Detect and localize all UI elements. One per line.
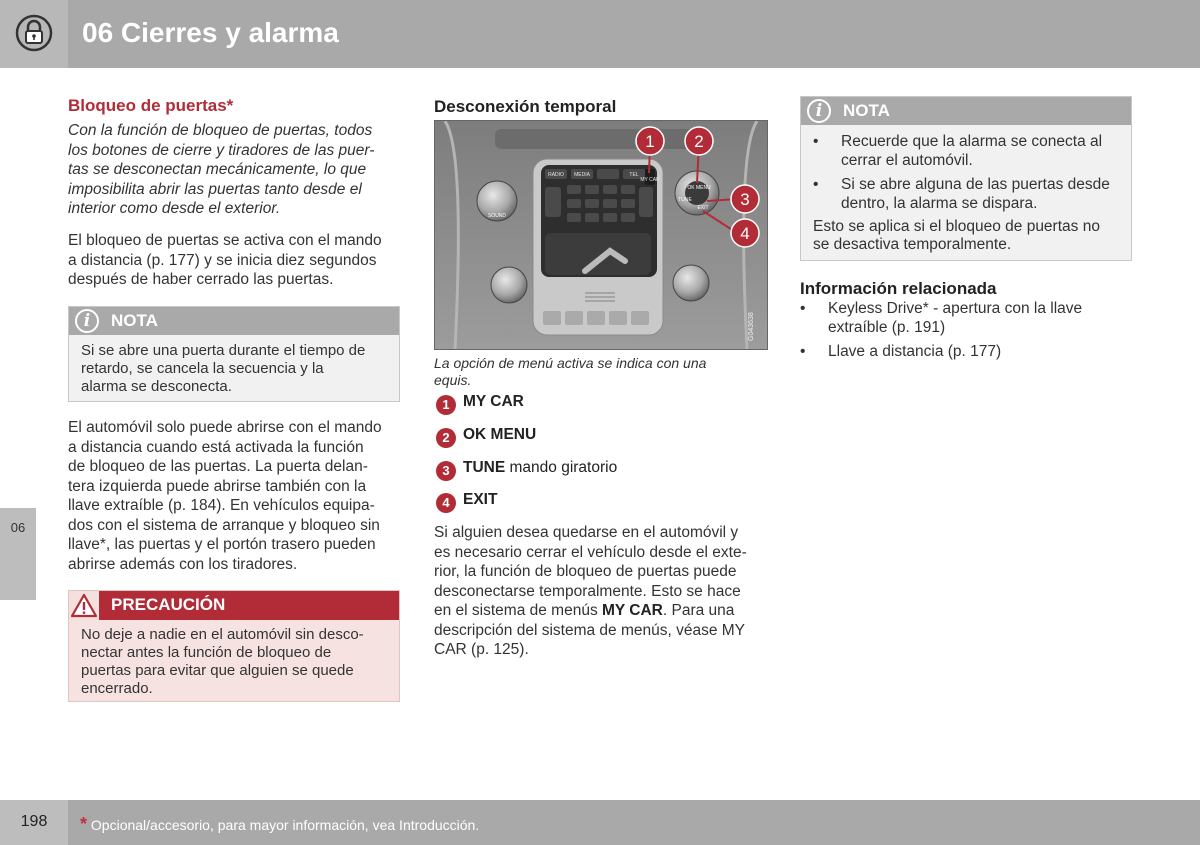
figure-callout-3: 3	[740, 190, 750, 209]
note-bullet: • Si se abre alguna de las puertas desde dentro, la alarma se dispara.	[813, 176, 1110, 212]
figure-label-tune: TUNE	[678, 197, 692, 203]
note-title: NOTA	[843, 101, 890, 120]
section-title-door-lock: Bloqueo de puertas*	[68, 96, 234, 115]
center-console-illustration	[435, 121, 767, 349]
temporary-disconnect-paragraph: Si alguien desea quedarse en el automóvil y es necesario cerrar el vehículo desde el exte- rior, la función de bloqueo de puertas puede desconectarse temporalmente. Esto se hace en el sistema de menús MY CAR. Para una descripción del sistema de menús, véase MY CAR (p. 125).	[434, 524, 747, 658]
legend-badge: 3	[436, 461, 456, 481]
note-box-delay	[68, 306, 400, 402]
info-icon: i	[75, 309, 99, 333]
legend-badge: 1	[436, 395, 456, 415]
related-link-keyless-drive[interactable]: • Keyless Drive* - apertura con la llave extraíble (p. 191)	[800, 300, 1083, 336]
page-number: 198	[20, 813, 48, 830]
info-icon: i	[807, 99, 831, 123]
warning-triangle-icon	[69, 591, 99, 620]
footnote-text: Opcional/accesorio, para mayor información, vea Introducción.	[90, 817, 480, 833]
figure-callout-4: 4	[740, 224, 750, 243]
figure-label-radio: RADIO	[548, 172, 564, 178]
warning-box	[68, 590, 400, 702]
remote-open-paragraph: El automóvil solo puede abrirse con el mando a distancia cuando está activada la función de bloqueo de las puertas. La puerta delan- tera izquierda puede abrirse también con la llave extraíble (p. 184). En vehículos equipa- dos con el sistema de arranque y bloqueo sin llave*, las puertas y el portón trasero pueden abrirse además con los tiradores.	[68, 419, 382, 573]
center-console-figure	[434, 120, 768, 350]
legend-badge: 4	[436, 493, 456, 513]
note-bullet: • Recuerde que la alarma se conecta al cerrar el automóvil.	[813, 133, 1103, 169]
side-tab-label: 06	[10, 520, 26, 535]
note-footer-text: Esto se aplica si el bloqueo de puertas no se desactiva temporalmente.	[813, 218, 1100, 253]
page-number-box	[0, 800, 68, 845]
figure-label-my-car: MY CAR	[640, 177, 660, 183]
page-header	[0, 0, 1200, 68]
warning-header	[69, 591, 399, 620]
figure-callout-2: 2	[694, 132, 704, 151]
figure-label-sound: SOUND	[487, 213, 507, 219]
legend-badge: 2	[436, 428, 456, 448]
chapter-side-tab	[0, 508, 36, 600]
note-box-alarm	[800, 96, 1132, 261]
chapter-title: 06 Cierres y alarma	[82, 17, 339, 48]
footnote	[80, 814, 479, 835]
related-info-title: Información relacionada	[800, 279, 997, 298]
note-text: Si se abre una puerta durante el tiempo de retardo, se cancela la secuencia y la alarma se desconecta.	[81, 342, 366, 395]
note-title: NOTA	[111, 311, 158, 330]
section-title-temporary-disconnect: Desconexión temporal	[434, 97, 617, 116]
note-header	[801, 97, 1131, 125]
page-footer	[0, 800, 1200, 845]
figure-label-tel: TEL	[629, 172, 639, 178]
activation-paragraph: El bloqueo de puertas se activa con el mando a distancia (p. 177) y se inicia diez segundos después de haber cerrado las puertas.	[68, 232, 382, 288]
warning-title: PRECAUCIÓN	[111, 595, 226, 614]
lock-icon	[15, 14, 53, 52]
figure-label-media: MEDIA	[574, 172, 590, 178]
figure-label-exit: EXIT	[697, 205, 709, 211]
figure-label-ok-menu: OK MENU	[687, 185, 711, 191]
note-header	[69, 307, 399, 335]
figure-code: G043638	[748, 312, 755, 341]
warning-text: No deje a nadie en el automóvil sin desco- nectar antes la función de bloqueo de puertas para evitar que alguien se quede encerrado.	[81, 626, 364, 697]
footnote-star: *	[80, 814, 88, 834]
figure-caption: La opción de menú activa se indica con una equis.	[434, 355, 707, 388]
chapter-icon-box	[0, 0, 68, 68]
related-link-remote-key[interactable]: • Llave a distancia (p. 177)	[800, 343, 1002, 360]
intro-paragraph: Con la función de bloqueo de puertas, todos los botones de cierre y tiradores de las puer- tas se desconectan mecánicamente, lo que imposibilita abrir las puertas tanto desde el interior como desde el exterior.	[68, 122, 375, 217]
figure-callout-1: 1	[645, 132, 655, 151]
